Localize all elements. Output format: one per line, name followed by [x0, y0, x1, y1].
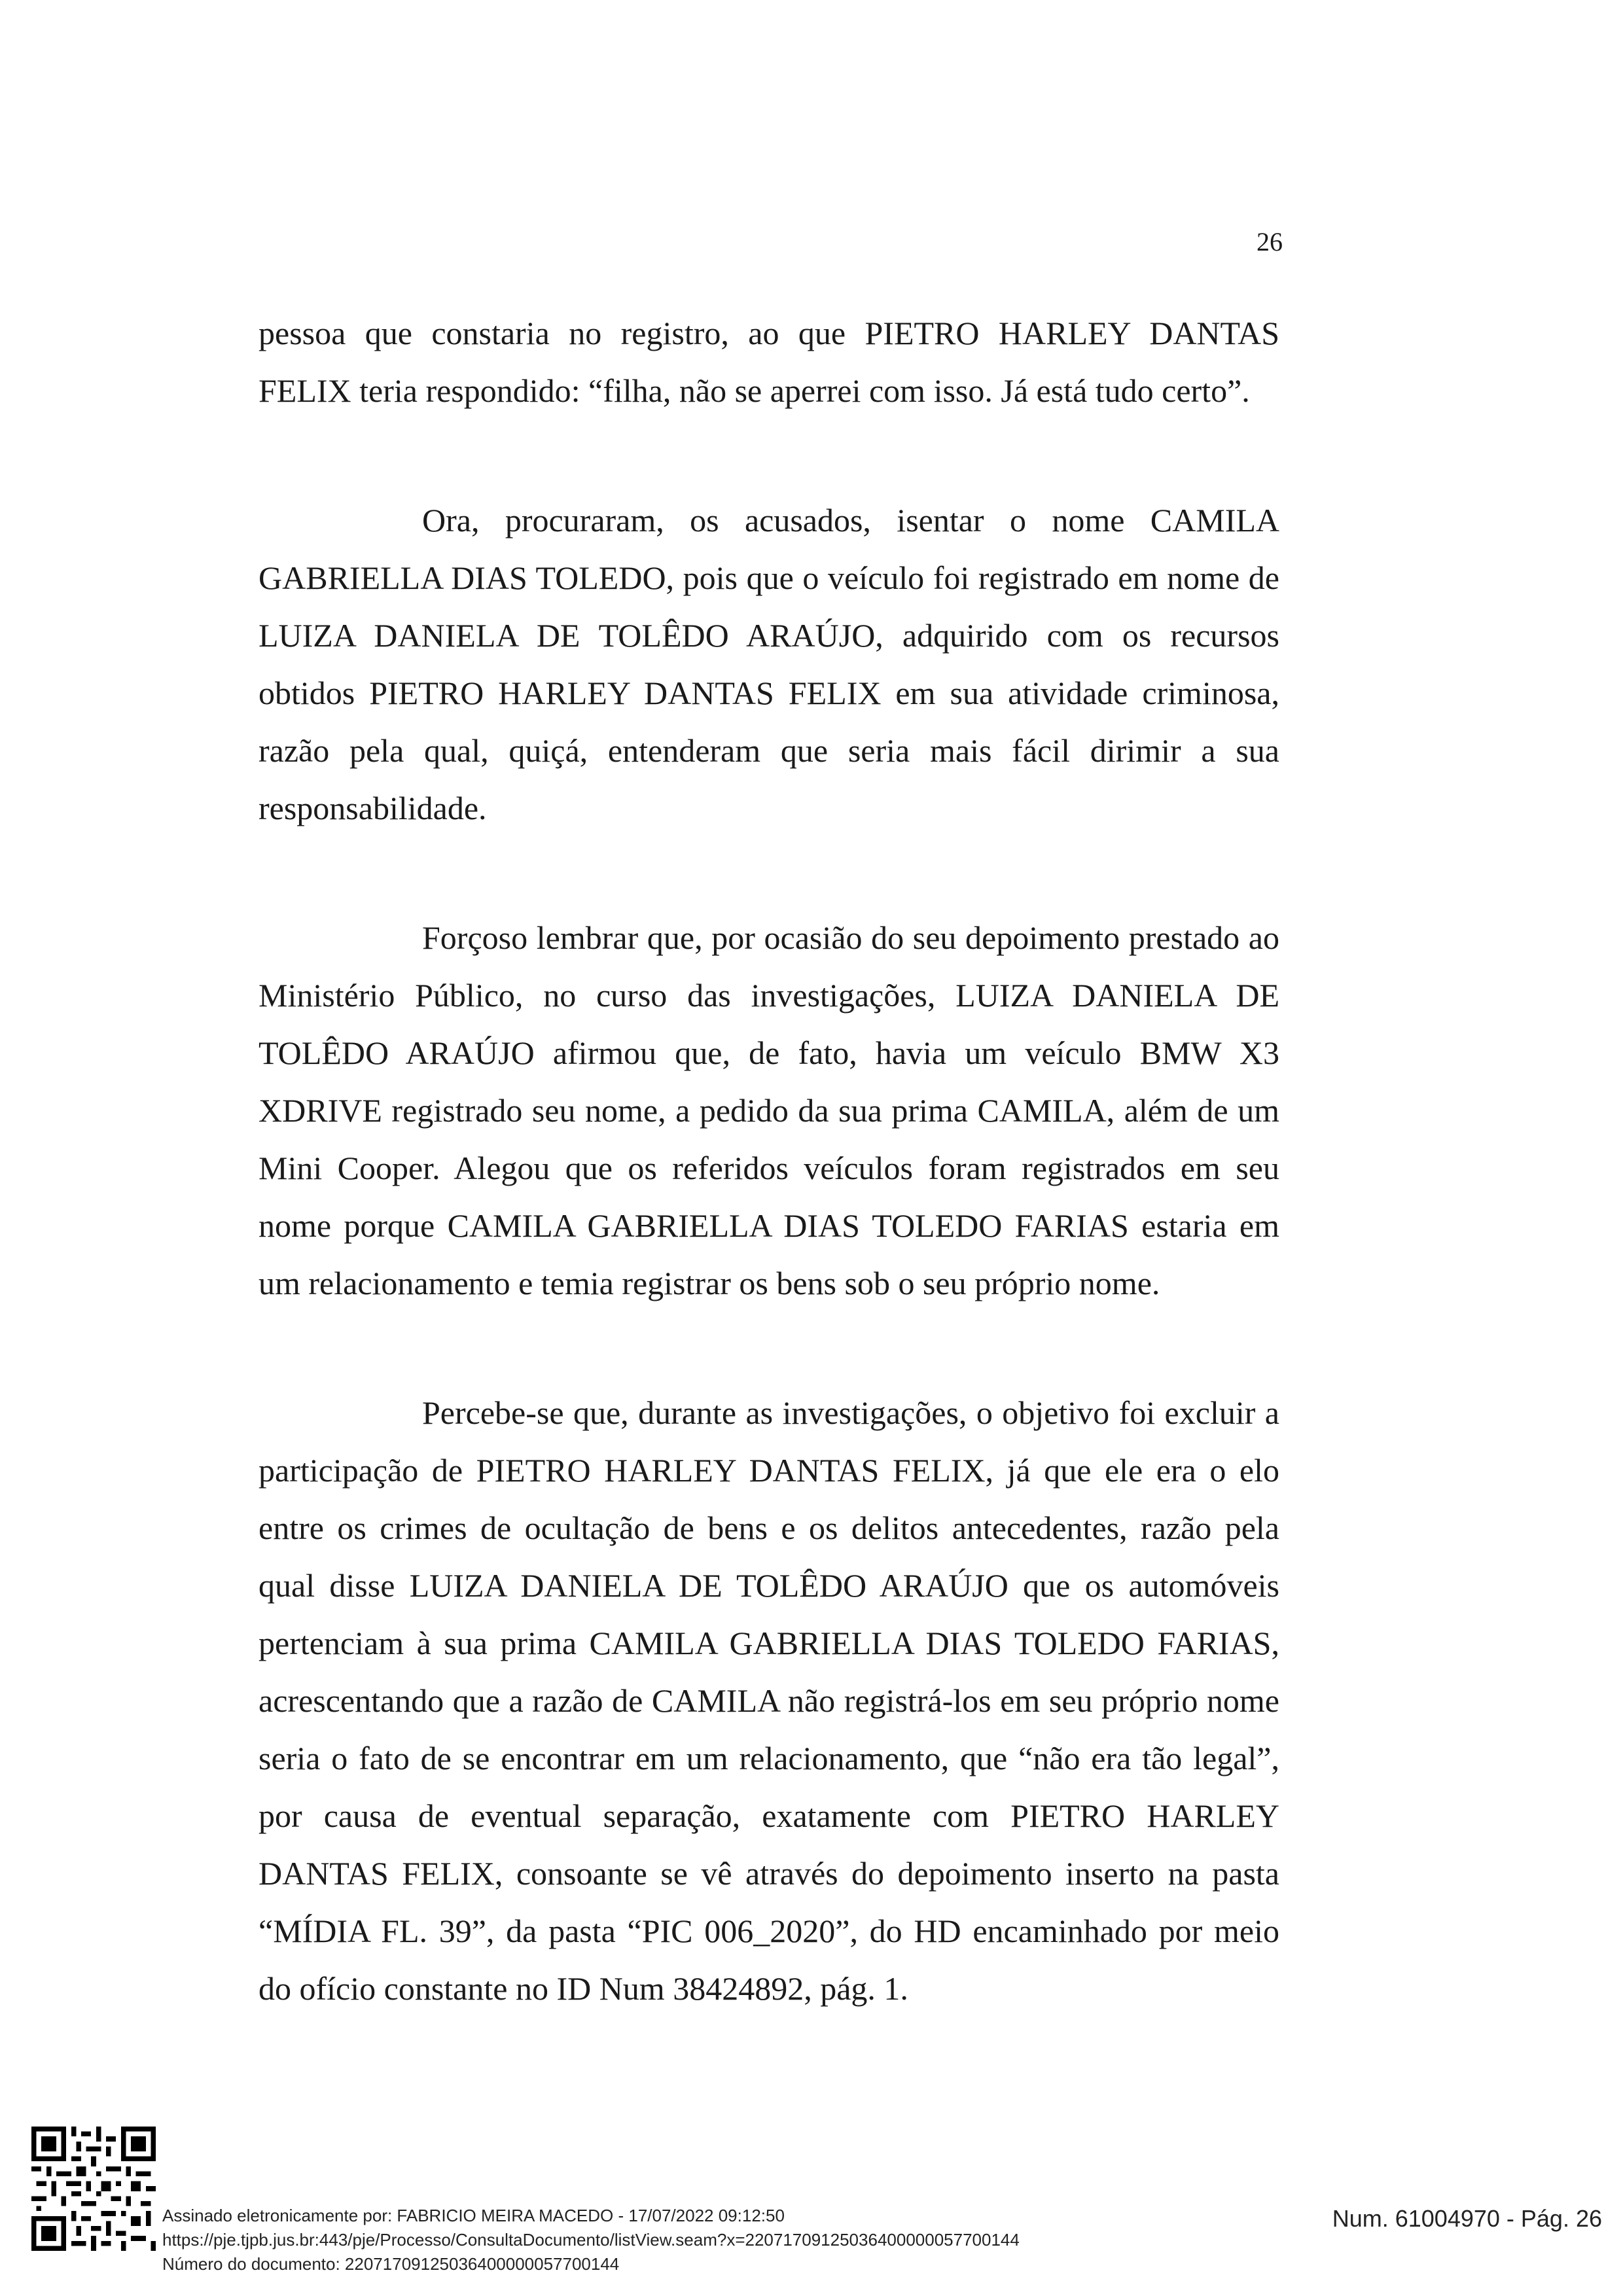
paragraph-continuation: pessoa que constaria no registro, ao que PIETRO HARLEY DANTAS FELIX teria respondido: “filha, não se aperrei com isso. Já está tudo certo”.: [259, 315, 1279, 409]
page-number: 26: [1257, 227, 1283, 256]
paragraph: Forçoso lembrar que, por ocasião do seu depoimento prestado ao Ministério Público, no curso das investigações, LUIZA DANIELA DE TOLÊDO ARAÚJO afirmou que, de fato, havia um veículo BMW X3 XDRIVE registrado seu nome, a pedido da sua prima CAMILA, além de um Mini Cooper. Alegou que os referidos veículos foram registrados em seu nome porque CAMILA GABRIELLA DIAS TOLEDO FARIAS estaria em um relacionamento e temia registrar os bens sob o seu próprio nome.: [259, 919, 1279, 1301]
page-reference: Num. 61004970 - Pág. 26: [1332, 2205, 1602, 2232]
signature-info: [162, 2204, 1020, 2276]
signature-line: Assinado eletronicamente por: FABRICIO MEIRA MACEDO - 17/07/2022 09:12:50: [162, 2206, 785, 2225]
signature-footer: [31, 2127, 1602, 2274]
document-body: [259, 304, 1279, 2017]
paragraph: Percebe-se que, durante as investigações, o objetivo foi excluir a participação de PIETRO HARLEY DANTAS FELIX, já que ele era o elo entre os crimes de ocultação de bens e os delitos antecedentes, razão pela qual disse LUIZA DANIELA DE TOLÊDO ARAÚJO que os automóveis pertenciam à sua prima CAMILA GABRIELLA DIAS TOLEDO FARIAS, acrescentando que a razão de CAMILA não registrá-los em seu próprio nome seria o fato de se encontrar em um relacionamento, que “não era tão legal”, por causa de eventual separação, exatamente com PIETRO HARLEY DANTAS FELIX, consoante se vê através do depoimento inserto na pasta “MÍDIA FL. 39”, da pasta “PIC 006_2020”, do HD encaminhado por meio do ofício constante no ID Num 38424892, pág. 1.: [259, 1394, 1279, 2007]
document-url[interactable]: https://pje.tjpb.jus.br:443/pje/Processo/ConsultaDocumento/listView.seam?x=22071709125036400000057700144: [162, 2230, 1020, 2250]
qr-code-icon: [31, 2127, 156, 2251]
document-number: Número do documento: 22071709125036400000057700144: [162, 2254, 620, 2274]
paragraph: Ora, procuraram, os acusados, isentar o nome CAMILA GABRIELLA DIAS TOLEDO, pois que o veículo foi registrado em nome de LUIZA DANIELA DE TOLÊDO ARAÚJO, adquirido com os recursos obtidos PIETRO HARLEY DANTAS FELIX em sua atividade criminosa, razão pela qual, quiçá, entenderam que seria mais fácil dirimir a sua responsabilidade.: [259, 502, 1279, 826]
